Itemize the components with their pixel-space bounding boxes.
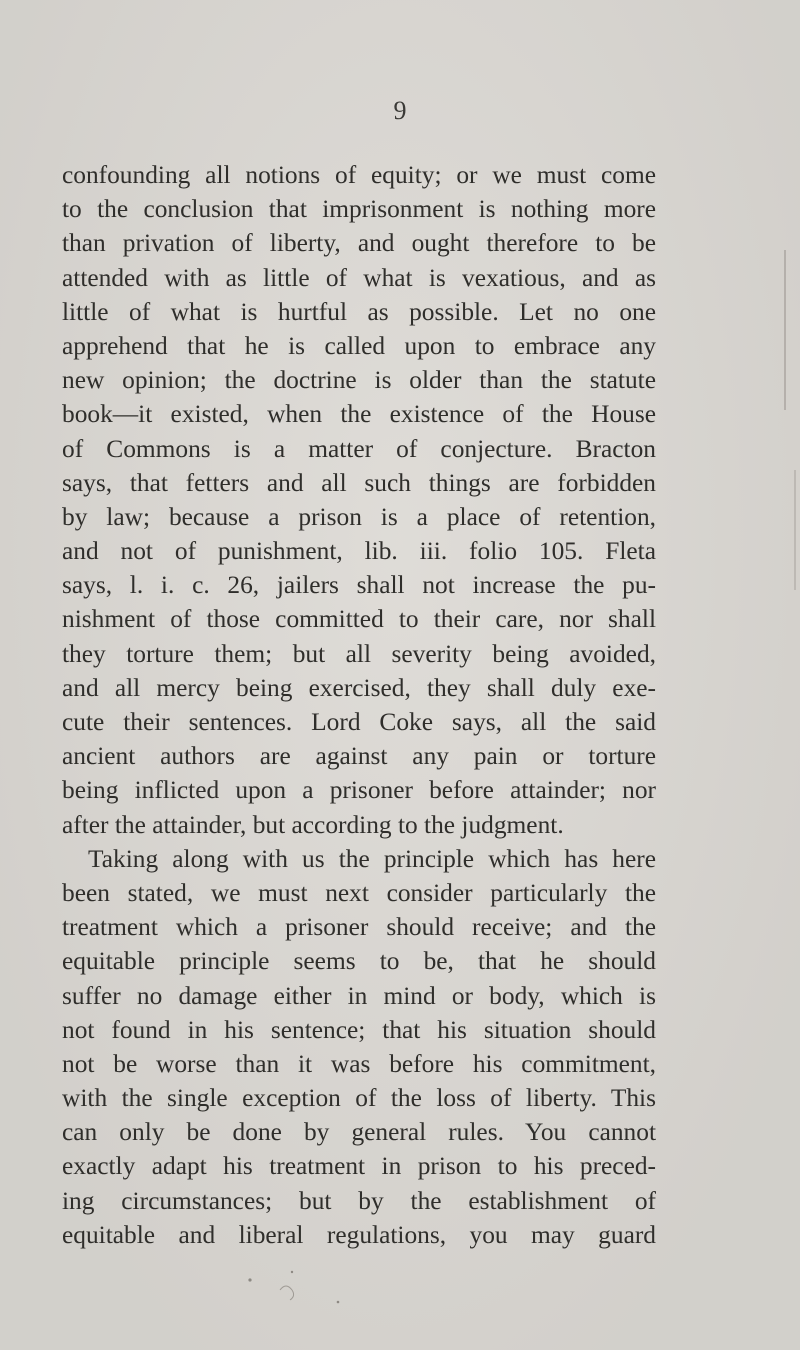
text-line: says, l. i. c. 26, jailers shall not increase the pu-: [62, 571, 656, 600]
body-text: [62, 158, 656, 1252]
text-line: of Commons is a matter of conjecture. Bracton: [62, 434, 656, 463]
text-line: exactly adapt his treatment in prison to his preced-: [62, 1152, 656, 1181]
text-line: after the attainder, but according to the judgment.: [62, 810, 564, 839]
text-line: nishment of those committed to their care, nor shall: [62, 605, 656, 634]
text-line: not found in his sentence; that his situation should: [62, 1015, 656, 1044]
text-line: with the single exception of the loss of liberty. This: [62, 1084, 656, 1113]
text-line: and not of punishment, lib. iii. folio 105. Fleta: [62, 537, 656, 566]
text-line: equitable and liberal regulations, you may guard: [62, 1220, 656, 1249]
text-line: cute their sentences. Lord Coke says, all the said: [62, 708, 656, 736]
text-line: can only be done by general rules. You cannot: [62, 1118, 656, 1147]
text-line: little of what is hurtful as possible. Let no one: [62, 297, 656, 326]
text-line: and all mercy being exercised, they shall duly exe-: [62, 673, 656, 702]
paragraph-2: [62, 842, 656, 1252]
paper-specks: [220, 1260, 380, 1320]
text-line: new opinion; the doctrine is older than the statute: [62, 366, 656, 395]
page-number: 9: [393, 96, 407, 125]
text-line: than privation of liberty, and ought therefore to be: [62, 229, 656, 258]
text-line: apprehend that he is called upon to embrace any: [62, 331, 656, 360]
text-line: been stated, we must next consider particularly the: [62, 878, 656, 907]
text-line: equitable principle seems to be, that he should: [62, 947, 656, 976]
text-line: suffer no damage either in mind or body, which is: [62, 981, 656, 1010]
text-line: they torture them; but all severity being avoided,: [62, 639, 656, 668]
text-line: ancient authors are against any pain or torture: [62, 742, 656, 771]
text-line: treatment which a prisoner should receive; and the: [62, 913, 656, 942]
scan-edge-mark: [794, 470, 796, 590]
text-line: by law; because a prison is a place of retention,: [62, 502, 656, 531]
text-line: being inflicted upon a prisoner before attainder; nor: [62, 776, 656, 805]
text-line: Taking along with us the principle which has here: [88, 844, 656, 873]
text-line: confounding all notions of equity; or we must come: [62, 161, 656, 189]
paragraph-1: [62, 158, 656, 842]
text-line: to the conclusion that imprisonment is nothing more: [62, 195, 656, 224]
text-line: book—it existed, when the existence of the House: [62, 400, 656, 429]
text-line: not be worse than it was before his commitment,: [62, 1049, 656, 1078]
text-line: says, that fetters and all such things are forbidden: [62, 468, 656, 497]
text-line: ing circumstances; but by the establishment of: [62, 1186, 656, 1215]
text-line: attended with as little of what is vexatious, and as: [62, 263, 656, 292]
scan-edge-mark: [784, 250, 786, 410]
